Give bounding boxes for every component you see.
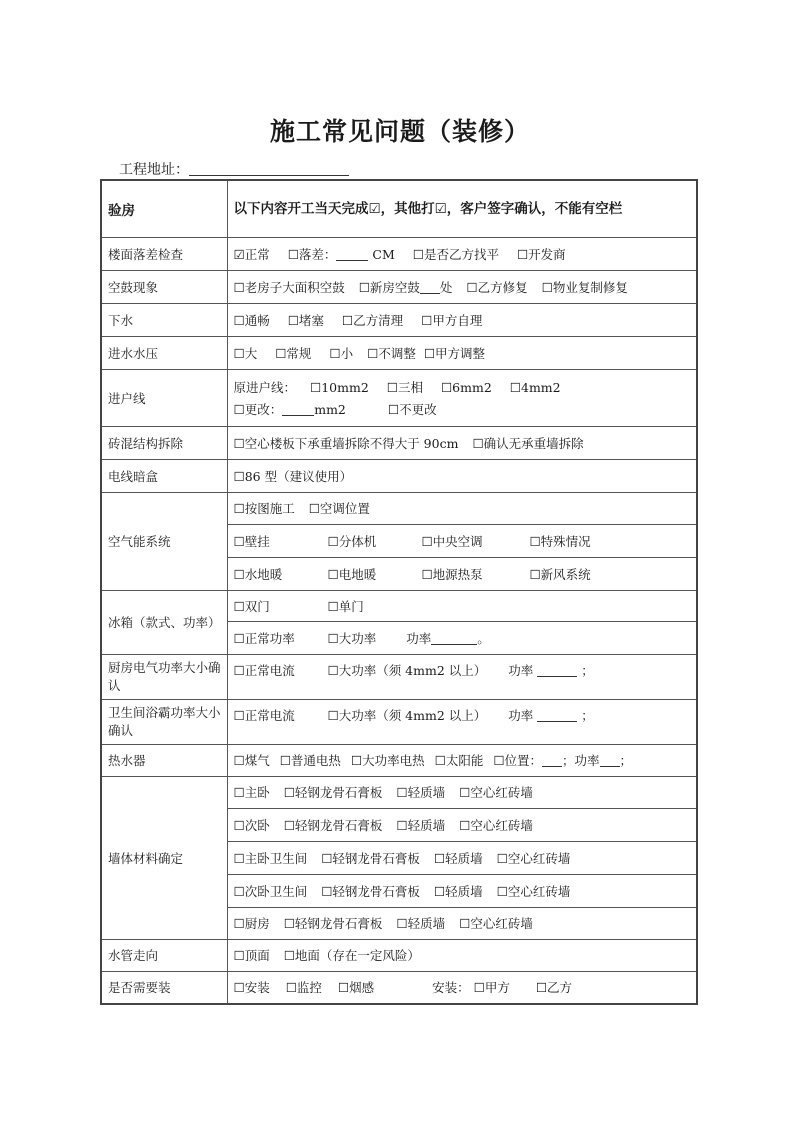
option-checkbox[interactable]: ☐轻钢龙骨石膏板 (321, 850, 420, 866)
option-checkbox[interactable]: ☐特殊情况 (529, 533, 591, 549)
row-label: 空气能系统 (101, 492, 227, 590)
address-blank[interactable] (189, 161, 349, 176)
option-checkbox[interactable]: ☐三相 (386, 379, 423, 395)
option-checkbox[interactable]: ☐厨房 (233, 916, 270, 931)
fill-blank[interactable] (336, 248, 368, 261)
header-instruction: 以下内容开工当天完成☑，其他打☑，客户签字确认，不能有空栏 (227, 180, 697, 237)
option-checkbox[interactable]: ☐轻质墙 (396, 916, 446, 931)
option-checkbox[interactable]: ☐次卧卫生间 (233, 883, 308, 899)
option-checkbox[interactable]: ☐空心红砖墙 (459, 817, 533, 833)
row-label: 进水水压 (101, 336, 227, 369)
option-checkbox[interactable]: ☐大功率（须 4mm2 以上） (327, 662, 487, 678)
inspection-form (100, 179, 698, 1005)
option-checkbox[interactable]: ☐单门 (327, 598, 364, 614)
address-label: 工程地址： (119, 162, 189, 178)
row-label: 水管走向 (101, 939, 227, 971)
option-checkbox[interactable]: ☐煤气 (233, 753, 270, 768)
option-checkbox[interactable]: ☐正常功率 (233, 630, 295, 646)
row-label: 厨房电气功率大小确认 (101, 654, 227, 699)
row-kitchen (101, 654, 697, 699)
option-checkbox[interactable]: ☐位置： ；功率 ； (493, 753, 633, 768)
option-checkbox[interactable]: ☐太阳能 (434, 753, 484, 768)
option-checkbox[interactable]: ☐主卧卫生间 (233, 850, 308, 866)
option-checkbox[interactable]: ☐双门 (233, 598, 270, 614)
option-checkbox[interactable]: ☐10mm2 (310, 379, 369, 395)
option-checkbox[interactable]: ☐正常电流 (233, 707, 295, 723)
option-checkbox[interactable]: ☐空心红砖墙 (459, 916, 533, 931)
row-pipe (101, 939, 697, 971)
option-checkbox[interactable]: ☐轻质墙 (433, 883, 483, 899)
option-checkbox[interactable]: ☐更改： mm2 (233, 401, 346, 417)
row-label: 卫生间浴霸功率大小确认 (101, 699, 227, 744)
option-checkbox[interactable]: ☐空心红砖墙 (496, 883, 571, 899)
option-checkbox[interactable]: ☐新房空鼓 处 (358, 279, 453, 295)
option-checkbox[interactable]: ☐老房子大面积空鼓 (233, 279, 345, 295)
option-checkbox[interactable]: ☐轻钢龙骨石膏板 (283, 785, 383, 800)
option-checkbox[interactable]: ☐地面（存在一定风险） (283, 948, 420, 963)
fill-blank[interactable] (542, 754, 562, 767)
fill-blank[interactable] (282, 403, 314, 416)
option-checkbox[interactable]: ☐地源热泵 (421, 566, 483, 582)
option-checkbox[interactable]: ☐6mm2 (440, 379, 492, 395)
row-install (101, 971, 697, 1004)
option-checkbox[interactable]: ☐中央空调 (421, 533, 483, 549)
row-fridge-1 (101, 590, 697, 621)
option-checkbox[interactable]: ☐普通电热 (279, 753, 341, 768)
option-checkbox[interactable]: ☐通畅 (233, 312, 270, 328)
option-checkbox[interactable]: ☐烟感 (337, 980, 375, 996)
row-label: 下水 (101, 303, 227, 336)
header-label: 验房 (101, 180, 227, 237)
option-checkbox[interactable]: ☐次卧 (233, 817, 270, 833)
kitchen-power-field: 功率 ； (508, 662, 594, 678)
option-checkbox[interactable]: ☐轻钢龙骨石膏板 (321, 883, 420, 899)
row-drain (101, 303, 697, 336)
option-checkbox[interactable]: ☐确认无承重墙拆除 (472, 435, 584, 451)
option-checkbox[interactable]: ☐堵塞 (287, 312, 324, 328)
row-wall-1 (101, 776, 697, 808)
option-checkbox[interactable]: ☐轻钢龙骨石膏板 (283, 817, 383, 833)
form-header-row (101, 180, 697, 237)
fill-blank[interactable] (420, 281, 440, 294)
option-checkbox[interactable]: ☐轻质墙 (396, 785, 446, 800)
option-checkbox[interactable]: ☐新风系统 (529, 566, 591, 582)
row-label: 电线暗盒 (101, 459, 227, 492)
row-label: 空鼓现象 (101, 270, 227, 303)
row-demolish (101, 426, 697, 459)
row-inline (101, 369, 697, 426)
row-hollow (101, 270, 697, 303)
row-label: 砖混结构拆除 (101, 426, 227, 459)
option-checkbox[interactable]: ☐甲方自理 (421, 312, 483, 328)
option-checkbox[interactable]: ☐安装 (233, 980, 270, 996)
row-heater (101, 744, 697, 776)
option-checkbox[interactable]: ☐乙方 (535, 980, 573, 996)
option-checkbox[interactable]: ☐水地暖 (233, 566, 283, 582)
row-label: 是否需要装 (101, 971, 227, 1004)
row-floor (101, 237, 697, 270)
page-title: 施工常见问题（装修） (269, 117, 530, 146)
option-checkbox[interactable]: ☐是否乙方找平 (412, 246, 499, 262)
option-checkbox[interactable]: ☐不更改 (387, 401, 437, 417)
option-checkbox[interactable]: ☐正常电流 (233, 662, 295, 678)
option-checkbox[interactable]: ☐轻质墙 (396, 817, 446, 833)
fill-blank[interactable] (431, 632, 477, 645)
project-address (119, 159, 349, 179)
option-checkbox[interactable]: ☐物业复制修复 (541, 279, 628, 295)
option-checkbox[interactable]: ☐主卧 (233, 785, 270, 800)
option-checkbox[interactable]: ☐落差： CM (287, 246, 395, 262)
option-checkbox[interactable]: ☐分体机 (327, 533, 377, 549)
row-bath (101, 699, 697, 744)
row-label: 热水器 (101, 744, 227, 776)
option-checkbox[interactable]: ☐监控 (285, 980, 322, 996)
fill-blank[interactable] (537, 664, 577, 677)
row-label: 冰箱（款式、功率） (101, 590, 227, 654)
row-box (101, 459, 697, 492)
option-checkbox[interactable]: ☐壁挂 (233, 533, 270, 549)
option-checkbox[interactable]: ☐轻钢龙骨石膏板 (283, 916, 383, 931)
option-checkbox[interactable]: ☐电地暖 (327, 566, 377, 582)
fill-blank[interactable] (600, 754, 620, 767)
option-checkbox[interactable]: ☐大功率 (327, 630, 377, 646)
option-checkbox[interactable]: ☐小 (329, 345, 354, 361)
row-air-1 (101, 492, 697, 524)
option-checkbox[interactable]: ☑正常 (233, 246, 270, 262)
option-checkbox[interactable]: ☐86 型（建议使用） (233, 468, 353, 484)
option-checkbox[interactable]: ☐轻质墙 (433, 850, 483, 866)
option-checkbox[interactable]: ☐空调位置 (308, 501, 370, 516)
option-checkbox[interactable]: ☐甲方调整 (423, 345, 486, 361)
option-checkbox[interactable]: ☐大 (233, 345, 258, 361)
inline-lead-label: 原进户线： (233, 379, 297, 395)
option-checkbox[interactable]: ☐顶面 (233, 948, 270, 963)
option-checkbox[interactable]: ☐大功率电热 (350, 753, 425, 768)
option-checkbox[interactable]: ☐4mm2 (509, 379, 561, 395)
option-checkbox[interactable]: ☐大功率（须 4mm2 以上） (327, 707, 487, 723)
option-checkbox[interactable]: ☐开发商 (516, 246, 566, 262)
fill-blank[interactable] (537, 709, 577, 722)
option-checkbox[interactable]: ☐空心楼板下承重墙拆除不得大于 90cm (233, 435, 459, 451)
option-checkbox[interactable]: ☐甲方 (473, 980, 510, 996)
option-checkbox[interactable]: ☐乙方修复 (466, 279, 528, 295)
option-checkbox[interactable]: ☐空心红砖墙 (459, 785, 533, 800)
row-label: 墙体材料确定 (101, 776, 227, 939)
row-pressure (101, 336, 697, 369)
option-checkbox[interactable]: ☐空心红砖墙 (496, 850, 571, 866)
row-label: 进户线 (101, 369, 227, 426)
install-lead-label: 安装： (432, 980, 470, 996)
option-checkbox[interactable]: ☐按图施工 (233, 501, 295, 516)
option-checkbox[interactable]: ☐不调整 (367, 345, 416, 361)
bath-power-field: 功率 ； (508, 707, 594, 723)
fridge-power-field: 功率 。 (406, 630, 490, 646)
option-checkbox[interactable]: ☐乙方清理 (341, 312, 404, 328)
option-checkbox[interactable]: ☐常规 (275, 345, 312, 361)
row-label: 楼面落差检查 (101, 237, 227, 270)
